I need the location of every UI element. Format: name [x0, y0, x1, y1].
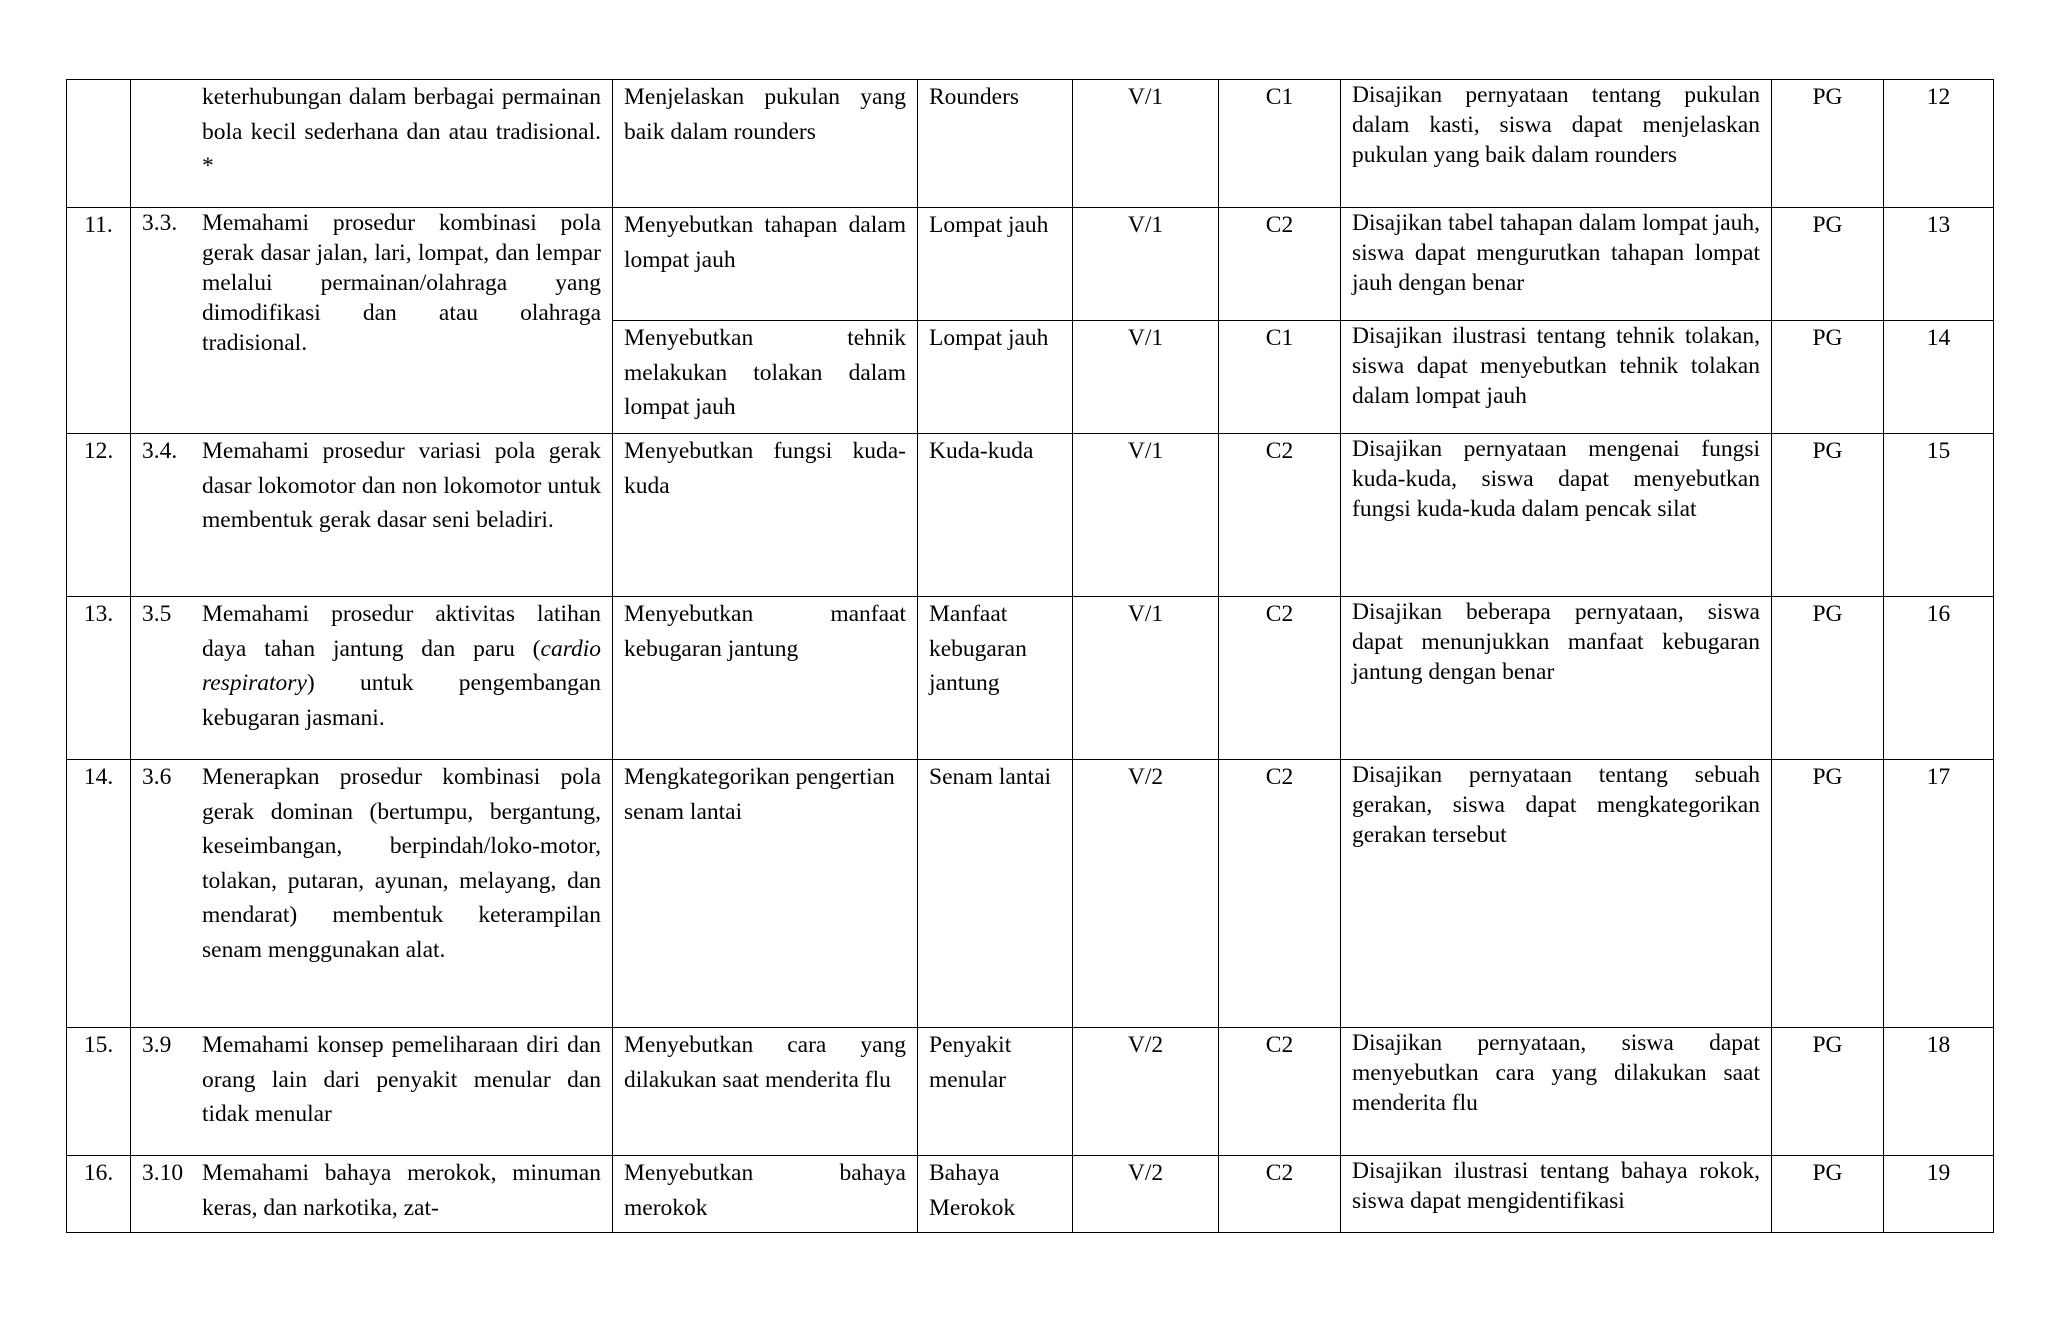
- table-row: [67, 1028, 1994, 1156]
- competency-code: 3.3.: [142, 210, 178, 236]
- question-stem-cell: Disajikan ilustrasi tentang tehnik tolakan, siswa dapat menyebutkan tehnik tolakan dalam lompat jauh: [1341, 321, 1772, 434]
- cognitive-cell: C1: [1219, 321, 1341, 434]
- table-row: [67, 434, 1994, 597]
- material-cell: Kuda-kuda: [918, 434, 1073, 597]
- competency-code: 3.4.: [142, 438, 178, 464]
- indicator-cell: Menjelaskan pukulan yang baik dalam rounders: [613, 80, 918, 208]
- indicator-cell: Menyebutkan tehnik melakukan tolakan dalam lompat jauh: [613, 321, 918, 434]
- cognitive-cell: C1: [1219, 80, 1341, 208]
- question-number-cell: 15: [1884, 434, 1994, 597]
- level-cell: V/2: [1073, 760, 1219, 1028]
- row-number: 14.: [67, 760, 131, 1028]
- competency-block: [142, 434, 601, 538]
- cognitive-cell: C2: [1219, 1156, 1341, 1233]
- material-cell: Lompat jauh: [918, 321, 1073, 434]
- material-cell: Lompat jauh: [918, 208, 1073, 321]
- competency-code: 3.9: [142, 1032, 172, 1058]
- competency-text: Memahami prosedur kombinasi pola gerak dasar jalan, lari, lompat, dan lempar melalui permainan/olahraga yang dimodifikasi dan atau olahraga tradisional.: [202, 210, 601, 356]
- competency-text: [202, 597, 601, 735]
- question-number-cell: 12: [1884, 80, 1994, 208]
- competency-cell: [131, 208, 613, 434]
- competency-cell: [131, 1028, 613, 1156]
- competency-cell: [131, 434, 613, 597]
- question-stem-cell: Disajikan tabel tahapan dalam lompat jauh, siswa dapat mengurutkan tahapan lompat jauh dengan benar: [1341, 208, 1772, 321]
- competency-cell: [131, 597, 613, 760]
- competency-block: [142, 760, 601, 967]
- question-form-cell: PG: [1772, 760, 1884, 1028]
- competency-cell: [131, 1156, 613, 1233]
- competency-block: [142, 1156, 601, 1225]
- competency-text: Memahami bahaya merokok, minuman keras, dan narkotika, zat-: [202, 1160, 601, 1221]
- question-stem-cell: Disajikan pernyataan tentang pukulan dalam kasti, siswa dapat menjelaskan pukulan yang baik dalam rounders: [1341, 80, 1772, 208]
- competency-text-part: Memahami prosedur aktivitas latihan daya tahan jantung dan paru (: [202, 601, 601, 662]
- grid-table: [66, 79, 1994, 1233]
- level-cell: V/1: [1073, 208, 1219, 321]
- competency-code: 3.10: [142, 1160, 184, 1186]
- question-form-cell: PG: [1772, 208, 1884, 321]
- level-cell: V/1: [1073, 434, 1219, 597]
- table-row: [67, 760, 1994, 1028]
- competency-text-italic: cardio respiratory: [202, 635, 601, 696]
- table-row: [67, 208, 1994, 321]
- level-cell: V/2: [1073, 1028, 1219, 1156]
- competency-code: 3.5: [142, 601, 172, 627]
- competency-cell: [131, 80, 613, 208]
- indicator-cell: Menyebutkan tahapan dalam lompat jauh: [613, 208, 918, 321]
- material-cell: Bahaya Merokok: [918, 1156, 1073, 1233]
- question-form-cell: PG: [1772, 80, 1884, 208]
- competency-block: [142, 1028, 601, 1132]
- competency-text: Memahami konsep pemeliharaan diri dan orang lain dari penyakit menular dan tidak menular: [202, 1032, 601, 1127]
- question-stem-cell: Disajikan ilustrasi tentang bahaya rokok, siswa dapat mengidentifikasi: [1341, 1156, 1772, 1233]
- question-stem-cell: Disajikan pernyataan, siswa dapat menyebutkan cara yang dilakukan saat menderita flu: [1341, 1028, 1772, 1156]
- question-number-cell: 17: [1884, 760, 1994, 1028]
- cognitive-cell: C2: [1219, 208, 1341, 321]
- question-number-cell: 16: [1884, 597, 1994, 760]
- question-stem-cell: Disajikan pernyataan mengenai fungsi kuda-kuda, siswa dapat menyebutkan fungsi kuda-kuda dalam pencak silat: [1341, 434, 1772, 597]
- indicator-cell: Menyebutkan fungsi kuda-kuda: [613, 434, 918, 597]
- cognitive-cell: C2: [1219, 760, 1341, 1028]
- row-number: [67, 80, 131, 208]
- cognitive-cell: C2: [1219, 434, 1341, 597]
- competency-text: Menerapkan prosedur kombinasi pola gerak dominan (bertumpu, bergantung, keseimbangan, berpindah/loko-motor, tolakan, putaran, ayunan, melayang, dan mendarat) membentuk keterampilan senam menggunakan alat.: [202, 764, 601, 963]
- row-number: 13.: [67, 597, 131, 760]
- material-cell: Manfaat kebugaran jantung: [918, 597, 1073, 760]
- question-number-cell: 18: [1884, 1028, 1994, 1156]
- indicator-cell: Menyebutkan manfaat kebugaran jantung: [613, 597, 918, 760]
- competency-code: 3.6: [142, 764, 172, 790]
- indicator-cell: Menyebutkan cara yang dilakukan saat menderita flu: [613, 1028, 918, 1156]
- level-cell: V/1: [1073, 80, 1219, 208]
- row-number: 11.: [67, 208, 131, 434]
- question-form-cell: PG: [1772, 597, 1884, 760]
- question-number-cell: 14: [1884, 321, 1994, 434]
- question-number-cell: 13: [1884, 208, 1994, 321]
- table-row: [67, 80, 1994, 208]
- cognitive-cell: C2: [1219, 1028, 1341, 1156]
- row-number: 12.: [67, 434, 131, 597]
- row-number: 16.: [67, 1156, 131, 1233]
- material-cell: Senam lantai: [918, 760, 1073, 1028]
- table-row: [67, 1156, 1994, 1233]
- competency-block: [142, 597, 601, 735]
- question-stem-cell: Disajikan pernyataan tentang sebuah gerakan, siswa dapat mengkategorikan gerakan tersebut: [1341, 760, 1772, 1028]
- question-stem-cell: Disajikan beberapa pernyataan, siswa dapat menunjukkan manfaat kebugaran jantung dengan benar: [1341, 597, 1772, 760]
- table-row: [67, 597, 1994, 760]
- question-form-cell: PG: [1772, 1156, 1884, 1233]
- indicator-cell: Mengkategorikan pengertian senam lantai: [613, 760, 918, 1028]
- material-cell: Rounders: [918, 80, 1073, 208]
- question-form-cell: PG: [1772, 321, 1884, 434]
- competency-block: [142, 208, 601, 358]
- competency-cell: [131, 760, 613, 1028]
- row-number: 15.: [67, 1028, 131, 1156]
- level-cell: V/1: [1073, 321, 1219, 434]
- indicator-cell: Menyebutkan bahaya merokok: [613, 1156, 918, 1233]
- competency-text-part: ) untuk pengembangan kebugaran jasmani.: [202, 670, 601, 731]
- material-cell: Penyakit menular: [918, 1028, 1073, 1156]
- question-number-cell: 19: [1884, 1156, 1994, 1233]
- level-cell: V/1: [1073, 597, 1219, 760]
- question-form-cell: PG: [1772, 1028, 1884, 1156]
- competency-text: keterhubungan dalam berbagai permainan bola kecil sederhana dan atau tradisional. *: [202, 84, 601, 179]
- level-cell: V/2: [1073, 1156, 1219, 1233]
- cognitive-cell: C2: [1219, 597, 1341, 760]
- question-form-cell: PG: [1772, 434, 1884, 597]
- competency-text: Memahami prosedur variasi pola gerak dasar lokomotor dan non lokomotor untuk membentuk gerak dasar seni beladiri.: [202, 438, 601, 533]
